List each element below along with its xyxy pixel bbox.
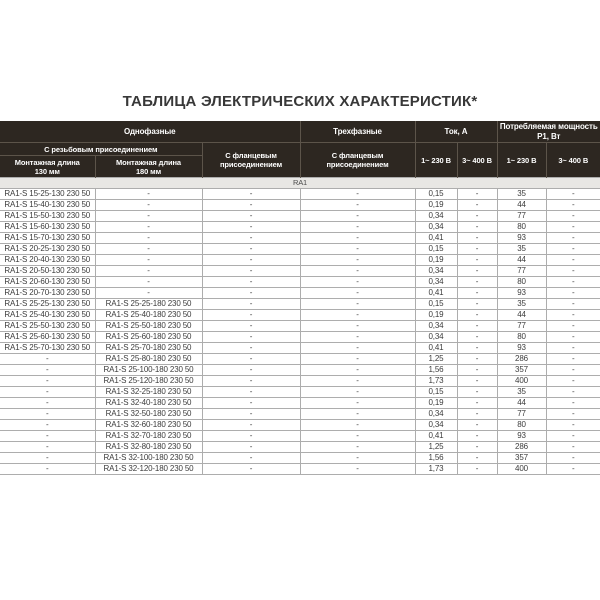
table-row	[0, 430, 600, 441]
table-cell: -	[300, 331, 415, 342]
table-cell: -	[546, 320, 600, 331]
table-cell: 93	[497, 287, 546, 298]
table-cell: 77	[497, 408, 546, 419]
table-cell: -	[546, 342, 600, 353]
table-cell: RA1-S 32-50-180 230 50	[95, 408, 202, 419]
table-cell: 0,41	[415, 430, 457, 441]
table-cell: RA1-S 25-40-180 230 50	[95, 309, 202, 320]
table-cell: -	[300, 276, 415, 287]
table-cell: 93	[497, 232, 546, 243]
table-cell: 77	[497, 210, 546, 221]
table-row	[0, 375, 600, 386]
table-cell: RA1-S 32-100-180 230 50	[95, 452, 202, 463]
table-cell: RA1-S 32-70-180 230 50	[95, 430, 202, 441]
table-cell: -	[457, 375, 497, 386]
table-cell: 93	[497, 342, 546, 353]
table-cell: -	[95, 287, 202, 298]
table-cell: 1,56	[415, 452, 457, 463]
table-cell: -	[546, 265, 600, 276]
table-row	[0, 210, 600, 221]
table-cell: -	[457, 276, 497, 287]
table-cell: -	[457, 353, 497, 364]
table-cell: -	[202, 199, 300, 210]
table-cell: 0,15	[415, 298, 457, 309]
table-row	[0, 254, 600, 265]
table-cell: -	[546, 419, 600, 430]
table-cell: 35	[497, 243, 546, 254]
table-body	[0, 178, 600, 475]
table-row	[0, 452, 600, 463]
table-row	[0, 287, 600, 298]
table-cell: -	[202, 309, 300, 320]
table-cell: -	[546, 375, 600, 386]
table-cell: RA1-S 25-40-130 230 50	[0, 309, 95, 320]
table-cell: RA1-S 25-25-180 230 50	[95, 298, 202, 309]
table-cell: RA1-S 25-80-180 230 50	[95, 353, 202, 364]
electrical-characteristics-table	[0, 121, 600, 475]
table-cell: -	[546, 243, 600, 254]
table-cell: -	[0, 375, 95, 386]
table-row	[0, 320, 600, 331]
table-cell: -	[457, 232, 497, 243]
table-cell: -	[300, 430, 415, 441]
table-cell: RA1-S 25-100-180 230 50	[95, 364, 202, 375]
table-cell: -	[457, 331, 497, 342]
table-cell: 93	[497, 430, 546, 441]
table-cell: 80	[497, 331, 546, 342]
table-row	[0, 386, 600, 397]
header-flange-connection-three: С фланцевым присоединением	[300, 143, 415, 178]
table-cell: -	[202, 254, 300, 265]
table-cell: -	[546, 188, 600, 199]
table-row	[0, 342, 600, 353]
table-cell: RA1-S 32-40-180 230 50	[95, 397, 202, 408]
table-cell: -	[300, 375, 415, 386]
table-cell: -	[300, 364, 415, 375]
table-cell: -	[457, 430, 497, 441]
table-cell: RA1-S 32-80-180 230 50	[95, 441, 202, 452]
table-cell: RA1-S 25-60-180 230 50	[95, 331, 202, 342]
table-cell: RA1-S 32-25-180 230 50	[95, 386, 202, 397]
table-cell: -	[0, 419, 95, 430]
header-flange-connection-single: С фланцевым присоединением	[202, 143, 300, 178]
table-cell: -	[457, 320, 497, 331]
header-row-subgroups	[0, 143, 600, 156]
header-mount-length-180-line1: Монтажная длина	[115, 157, 182, 167]
table-cell: RA1-S 15-25-130 230 50	[0, 188, 95, 199]
table-cell: -	[546, 441, 600, 452]
section-label: RA1	[0, 178, 600, 189]
table-cell: -	[457, 199, 497, 210]
table-cell: -	[202, 408, 300, 419]
table-cell: -	[457, 452, 497, 463]
table-cell: -	[95, 254, 202, 265]
table-cell: -	[202, 276, 300, 287]
table-cell: -	[546, 210, 600, 221]
table-cell: -	[95, 210, 202, 221]
table-cell: -	[300, 265, 415, 276]
table-cell: -	[546, 408, 600, 419]
table-cell: -	[457, 419, 497, 430]
table-row	[0, 441, 600, 452]
table-cell: RA1-S 25-70-130 230 50	[0, 342, 95, 353]
table-cell: -	[0, 386, 95, 397]
table-cell: -	[202, 265, 300, 276]
table-cell: 0,34	[415, 210, 457, 221]
table-cell: -	[202, 320, 300, 331]
table-cell: 0,15	[415, 386, 457, 397]
header-mount-length-130-line1: Монтажная длина	[14, 157, 80, 167]
table-cell: 0,41	[415, 232, 457, 243]
table-row	[0, 243, 600, 254]
table-cell: -	[300, 254, 415, 265]
table-cell: RA1-S 15-70-130 230 50	[0, 232, 95, 243]
page-title: ТАБЛИЦА ЭЛЕКТРИЧЕСКИХ ХАРАКТЕРИСТИК*	[122, 93, 478, 110]
table-cell: RA1-S 15-60-130 230 50	[0, 221, 95, 232]
table-cell: RA1-S 25-50-130 230 50	[0, 320, 95, 331]
table-cell: -	[202, 463, 300, 474]
table-cell: RA1-S 20-25-130 230 50	[0, 243, 95, 254]
table-cell: 400	[497, 375, 546, 386]
table-cell: -	[202, 353, 300, 364]
table-cell: -	[457, 298, 497, 309]
header-mount-length-180	[95, 156, 202, 178]
table-cell: -	[457, 188, 497, 199]
table-row	[0, 408, 600, 419]
table-cell: -	[457, 210, 497, 221]
header-current-230: 1~ 230 В	[415, 143, 457, 178]
table-cell: 0,34	[415, 331, 457, 342]
table-cell: -	[0, 364, 95, 375]
table-cell: -	[202, 430, 300, 441]
header-threaded-connection: С резьбовым присоединением	[0, 143, 202, 156]
table-row	[0, 419, 600, 430]
table-cell: RA1-S 25-70-180 230 50	[95, 342, 202, 353]
table-cell: -	[457, 221, 497, 232]
table-cell: -	[546, 397, 600, 408]
table-cell: -	[546, 364, 600, 375]
table-cell: -	[300, 188, 415, 199]
table-cell: 0,34	[415, 320, 457, 331]
table-cell: -	[457, 408, 497, 419]
table-cell: -	[546, 452, 600, 463]
table-cell: -	[300, 320, 415, 331]
table-row	[0, 298, 600, 309]
header-power-230: 1~ 230 В	[497, 143, 546, 178]
table-cell: -	[546, 221, 600, 232]
table-cell: -	[95, 221, 202, 232]
table-cell: -	[457, 364, 497, 375]
table-cell: -	[546, 298, 600, 309]
table-cell: -	[457, 342, 497, 353]
table-cell: 0,19	[415, 199, 457, 210]
table-cell: -	[546, 463, 600, 474]
table-cell: -	[300, 221, 415, 232]
header-mount-length-130-line2: 130 мм	[34, 166, 60, 176]
table-cell: 80	[497, 276, 546, 287]
header-current: Ток, А	[415, 121, 497, 143]
table-cell: -	[457, 287, 497, 298]
table-row	[0, 397, 600, 408]
table-cell: -	[546, 430, 600, 441]
table-cell: 0,19	[415, 254, 457, 265]
table-cell: -	[202, 188, 300, 199]
table-row	[0, 265, 600, 276]
table-cell: 1,25	[415, 441, 457, 452]
table-cell: -	[95, 265, 202, 276]
header-power-400: 3~ 400 В	[546, 143, 600, 178]
table-cell: 44	[497, 199, 546, 210]
table-cell: 0,34	[415, 408, 457, 419]
table-cell: -	[546, 232, 600, 243]
table-row	[0, 309, 600, 320]
table-cell: 80	[497, 419, 546, 430]
table-cell: 357	[497, 452, 546, 463]
table-cell: -	[202, 221, 300, 232]
table-cell: -	[202, 441, 300, 452]
table-cell: 286	[497, 353, 546, 364]
table-cell: 35	[497, 188, 546, 199]
table-row	[0, 463, 600, 474]
table-row	[0, 353, 600, 364]
table-row	[0, 364, 600, 375]
table-cell: -	[202, 452, 300, 463]
table-cell: -	[202, 331, 300, 342]
table-cell: -	[95, 199, 202, 210]
table-row	[0, 331, 600, 342]
table-cell: -	[0, 441, 95, 452]
header-mount-length-180-line2: 180 мм	[135, 166, 162, 176]
table-cell: -	[457, 386, 497, 397]
table-cell: -	[457, 463, 497, 474]
table-cell: -	[300, 243, 415, 254]
table-cell: -	[300, 199, 415, 210]
table-cell: -	[202, 298, 300, 309]
table-cell: RA1-S 32-60-180 230 50	[95, 419, 202, 430]
table-cell: -	[202, 243, 300, 254]
table-cell: -	[202, 397, 300, 408]
table-cell: -	[546, 287, 600, 298]
table-cell: RA1-S 20-60-130 230 50	[0, 276, 95, 287]
table-cell: -	[300, 452, 415, 463]
table-cell: -	[457, 441, 497, 452]
table-cell: 400	[497, 463, 546, 474]
table-cell: RA1-S 15-40-130 230 50	[0, 199, 95, 210]
table-cell: -	[0, 353, 95, 364]
table-cell: RA1-S 32-120-180 230 50	[95, 463, 202, 474]
table-cell: -	[300, 298, 415, 309]
table-cell: -	[546, 199, 600, 210]
table-cell: RA1-S 20-70-130 230 50	[0, 287, 95, 298]
table-cell: 0,41	[415, 342, 457, 353]
header-single-phase: Однофазные	[0, 121, 300, 143]
table-cell: -	[0, 397, 95, 408]
table-cell: 80	[497, 221, 546, 232]
table-cell: -	[0, 452, 95, 463]
table-cell: RA1-S 25-50-180 230 50	[95, 320, 202, 331]
table-cell: -	[0, 408, 95, 419]
table-cell: -	[300, 408, 415, 419]
table-cell: 1,73	[415, 463, 457, 474]
table-cell: 0,34	[415, 221, 457, 232]
table-row	[0, 276, 600, 287]
table-cell: -	[546, 276, 600, 287]
table-cell: -	[457, 309, 497, 320]
table-cell: 0,19	[415, 397, 457, 408]
table-cell: 0,15	[415, 188, 457, 199]
table-cell: -	[95, 232, 202, 243]
table-cell: 0,34	[415, 276, 457, 287]
table-cell: -	[300, 232, 415, 243]
table-cell: -	[300, 287, 415, 298]
header-three-phase: Трехфазные	[300, 121, 415, 143]
table-cell: RA1-S 15-50-130 230 50	[0, 210, 95, 221]
table-cell: -	[300, 353, 415, 364]
header-mount-length-130	[0, 156, 95, 178]
table-cell: 0,15	[415, 243, 457, 254]
table-cell: -	[0, 430, 95, 441]
table-cell: -	[457, 254, 497, 265]
table-cell: -	[300, 397, 415, 408]
table-cell: 0,34	[415, 419, 457, 430]
table-cell: 1,25	[415, 353, 457, 364]
table-cell: -	[300, 463, 415, 474]
table-cell: -	[95, 276, 202, 287]
table-cell: RA1-S 25-120-180 230 50	[95, 375, 202, 386]
table-cell: -	[546, 331, 600, 342]
header-row-groups	[0, 121, 600, 143]
table-cell: 35	[497, 386, 546, 397]
table-row	[0, 188, 600, 199]
header-current-400: 3~ 400 В	[457, 143, 497, 178]
header-power: Потребляемая мощность P1, Вт	[497, 121, 600, 143]
table-cell: 286	[497, 441, 546, 452]
table-cell: 0,19	[415, 309, 457, 320]
table-cell: 44	[497, 309, 546, 320]
table-cell: -	[546, 353, 600, 364]
table-cell: -	[0, 463, 95, 474]
table-row	[0, 221, 600, 232]
table-row	[0, 199, 600, 210]
table-cell: -	[546, 254, 600, 265]
table-cell: -	[300, 210, 415, 221]
table-cell: 44	[497, 397, 546, 408]
table-row	[0, 232, 600, 243]
table-cell: -	[546, 309, 600, 320]
table-cell: -	[202, 232, 300, 243]
table-cell: 0,34	[415, 265, 457, 276]
table-cell: 77	[497, 265, 546, 276]
table-cell: -	[202, 375, 300, 386]
table-cell: -	[202, 419, 300, 430]
table-cell: -	[300, 419, 415, 430]
section-row	[0, 178, 600, 189]
table-cell: 35	[497, 298, 546, 309]
table-cell: -	[202, 386, 300, 397]
table-cell: -	[300, 441, 415, 452]
table-cell: 44	[497, 254, 546, 265]
table-cell: -	[457, 243, 497, 254]
table-cell: -	[95, 243, 202, 254]
table-header	[0, 121, 600, 178]
table-cell: -	[457, 265, 497, 276]
table-cell: RA1-S 25-60-130 230 50	[0, 331, 95, 342]
table-cell: 1,56	[415, 364, 457, 375]
table-cell: -	[202, 287, 300, 298]
table-cell: 1,73	[415, 375, 457, 386]
table-cell: RA1-S 20-50-130 230 50	[0, 265, 95, 276]
table-cell: 357	[497, 364, 546, 375]
table-cell: -	[202, 342, 300, 353]
table-cell: -	[300, 386, 415, 397]
table-cell: -	[202, 210, 300, 221]
table-cell: -	[300, 309, 415, 320]
table-cell: -	[202, 364, 300, 375]
table-cell: -	[300, 342, 415, 353]
table-cell: RA1-S 20-40-130 230 50	[0, 254, 95, 265]
table-cell: -	[457, 397, 497, 408]
table-cell: RA1-S 25-25-130 230 50	[0, 298, 95, 309]
table-cell: -	[546, 386, 600, 397]
table-cell: -	[95, 188, 202, 199]
table-cell: 0,41	[415, 287, 457, 298]
table-cell: 77	[497, 320, 546, 331]
